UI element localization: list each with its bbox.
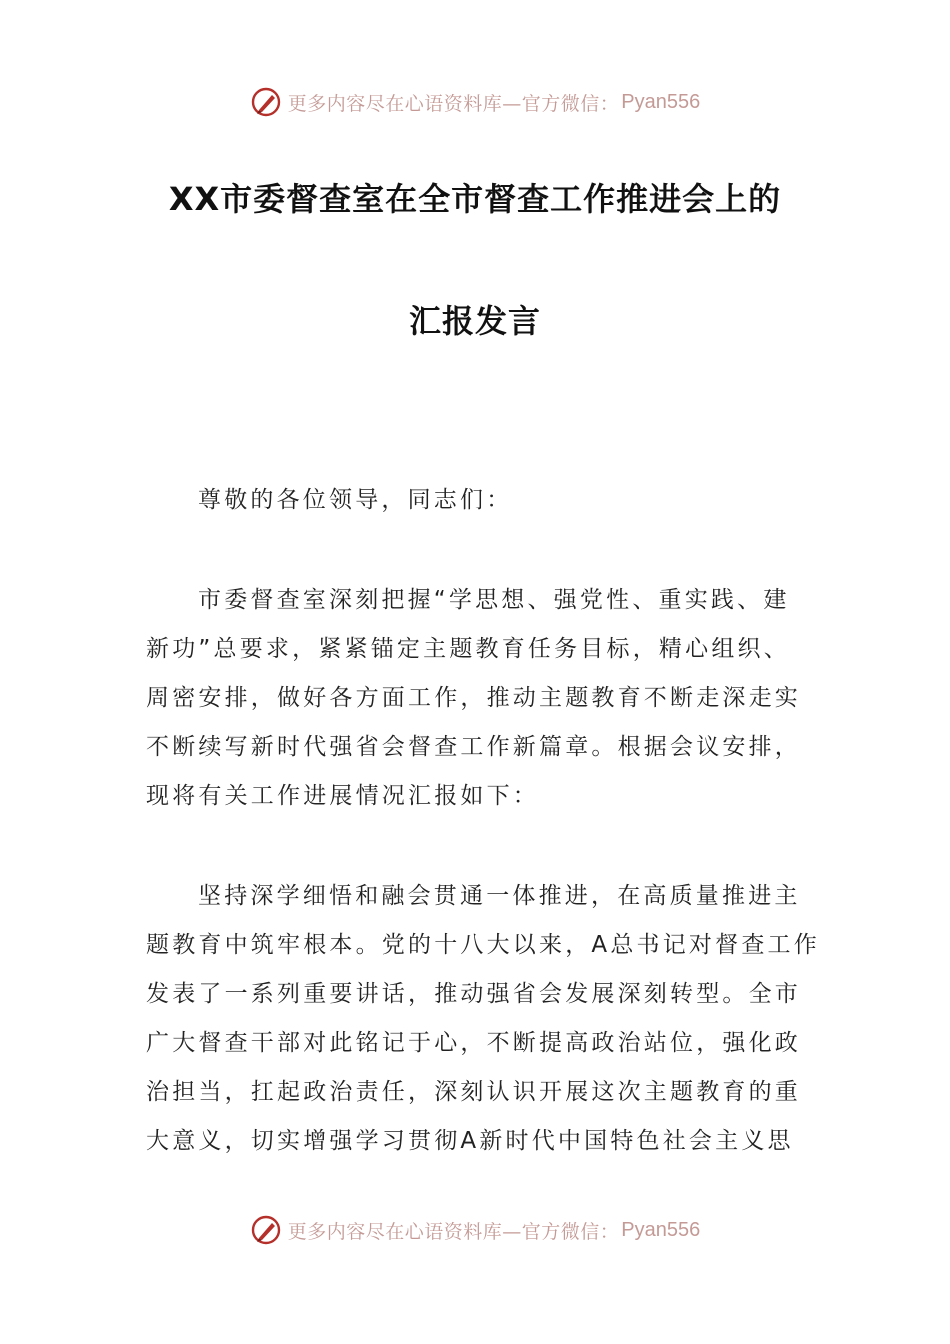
paragraph-line: 题教育中筑牢根本。党的十八大以来，A总书记对督查工作 bbox=[146, 932, 820, 958]
watermark-wechat-id: Pyan556 bbox=[621, 1218, 701, 1241]
watermark-text: 更多内容尽在心语资料库—官方微信： bbox=[287, 1220, 620, 1243]
paragraph-line: 新功”总要求，紧紧锚定主题教育任务目标，精心组织、 bbox=[146, 636, 790, 662]
paragraph-line: 治担当，扛起政治责任，深刻认识开展这次主题教育的重 bbox=[146, 1079, 801, 1105]
salutation bbox=[146, 476, 806, 525]
paragraph-line: 周密安排，做好各方面工作，推动主题教育不断走深走实 bbox=[146, 685, 801, 711]
paragraph-line: 发表了一系列重要讲话，推动强省会发展深刻转型。全市 bbox=[146, 981, 801, 1007]
paragraph-2 bbox=[146, 872, 820, 1166]
paragraph-line: 不断续写新时代强省会督查工作新篇章。根据会议安排， bbox=[146, 734, 801, 760]
pen-circle-icon bbox=[250, 1214, 282, 1246]
watermark-banner-bottom bbox=[0, 1210, 950, 1250]
paragraph-line: 现将有关工作进展情况汇报如下： bbox=[146, 783, 539, 809]
paragraph-line: 大意义，切实增强学习贯彻A新时代中国特色社会主义思 bbox=[146, 1128, 794, 1154]
watermark-wechat-id: Pyan556 bbox=[621, 90, 701, 113]
watermark-text: 更多内容尽在心语资料库—官方微信： bbox=[287, 92, 620, 115]
pen-circle-icon bbox=[250, 86, 282, 118]
document-title-line-1: XX市委督查室在全市督查工作推进会上的 bbox=[168, 180, 782, 218]
watermark-banner-top bbox=[0, 82, 950, 122]
document-title-line-2: 汇报发言 bbox=[408, 302, 541, 340]
paragraph-line: 广大督查干部对此铭记于心，不断提高政治站位，强化政 bbox=[146, 1030, 801, 1056]
paragraph-line: 坚持深学细悟和融会贯通一体推进，在高质量推进主 bbox=[198, 883, 801, 909]
paragraph-line: 市委督查室深刻把握“学思想、强党性、重实践、建 bbox=[198, 587, 790, 613]
paragraph-1 bbox=[146, 576, 806, 821]
salutation-text: 尊敬的各位领导，同志们： bbox=[198, 487, 513, 513]
